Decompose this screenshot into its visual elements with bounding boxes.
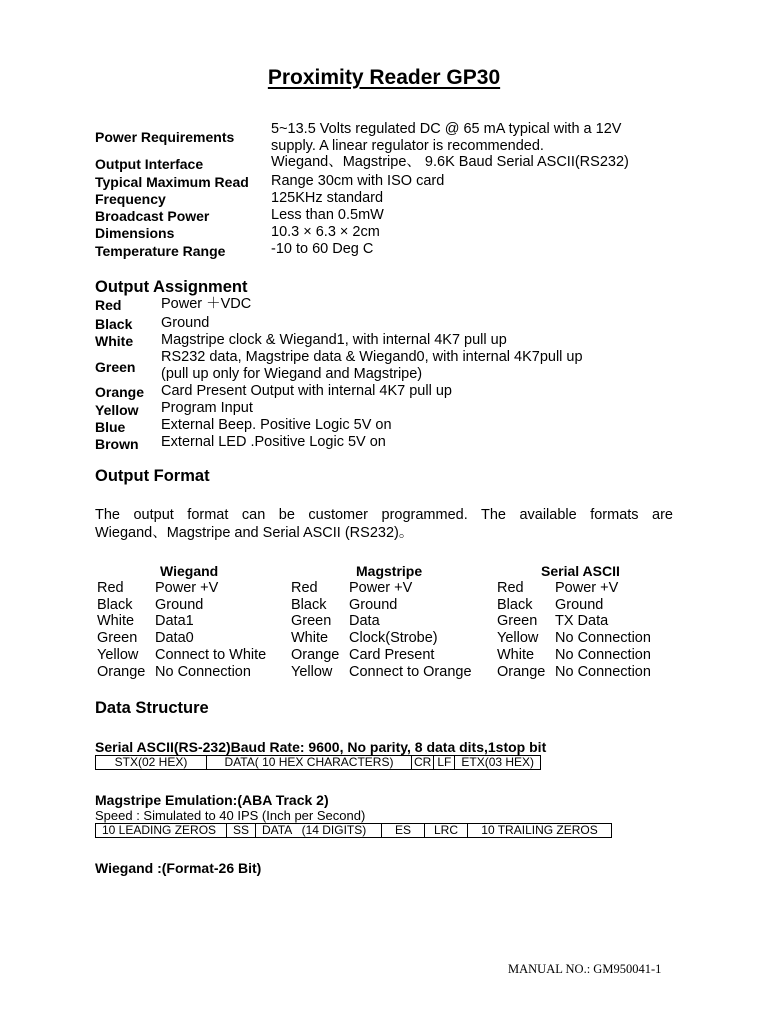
- format-cell: Red: [97, 580, 124, 596]
- format-cell: Red: [497, 580, 524, 596]
- format-cell: Yellow: [291, 664, 333, 680]
- format-cell: Black: [497, 597, 533, 613]
- wire-color: Yellow: [95, 402, 139, 418]
- wire-color: Red: [95, 297, 122, 313]
- wire-color: White: [95, 333, 134, 349]
- format-cell: Red: [291, 580, 318, 596]
- spec-value-output-interface: Wiegand、Magstripe、 9.6K Baud Serial ASCII(RS232): [271, 154, 629, 170]
- format-cell: Orange: [291, 647, 340, 663]
- format-cell: Data1: [155, 613, 194, 629]
- wire-description: Program Input: [161, 400, 253, 416]
- data-structure-heading: Data Structure: [95, 699, 209, 717]
- format-cell: Ground: [155, 597, 204, 613]
- wire-description: Magstripe clock & Wiegand1, with internal 4K7 pull up: [161, 332, 507, 348]
- format-cell: White: [97, 613, 135, 629]
- spec-label-read-range: Typical Maximum Read: [95, 174, 249, 190]
- spec-label-dimensions: Dimensions: [95, 225, 175, 241]
- frame-field: ETX(03 HEX): [455, 756, 541, 770]
- output-assignment-heading: Output Assignment: [95, 278, 248, 296]
- wire-description: External LED .Positive Logic 5V on: [161, 434, 386, 450]
- magstripe-speed-note: Speed : Simulated to 40 IPS (Inch per Second): [95, 808, 366, 823]
- spec-value-broadcast-power: Less than 0.5mW: [271, 207, 384, 223]
- wire-color: Green: [95, 359, 136, 375]
- format-cell: Orange: [497, 664, 546, 680]
- magstripe-format-heading: Magstripe Emulation:(ABA Track 2): [95, 792, 329, 808]
- wire-description: Card Present Output with internal 4K7 pull up: [161, 383, 452, 399]
- frame-field: 10 LEADING ZEROS: [96, 824, 227, 838]
- format-column-title: Serial ASCII: [541, 563, 620, 579]
- wire-description: Power ＋VDC: [161, 296, 252, 312]
- frame-field: LRC: [425, 824, 468, 838]
- wire-color: Black: [95, 316, 133, 332]
- format-column-title: Magstripe: [356, 563, 423, 579]
- wire-description: External Beep. Positive Logic 5V on: [161, 417, 392, 433]
- spec-value-power: 5~13.5 Volts regulated DC @ 65 mA typical with a 12V supply. A linear regulator is recommended.: [271, 121, 622, 154]
- spec-label-frequency: Frequency: [95, 191, 166, 207]
- format-cell: Card Present: [349, 647, 435, 663]
- format-cell: No Connection: [155, 664, 251, 680]
- frame-field: 10 TRAILING ZEROS: [468, 824, 612, 838]
- format-cell: Clock(Strobe): [349, 630, 438, 646]
- manual-number: MANUAL NO.: GM950041-1: [508, 962, 662, 976]
- spec-value-read-range: Range 30cm with ISO card: [271, 173, 445, 189]
- serial-frame: [95, 755, 541, 770]
- frame-field: LF: [434, 756, 455, 770]
- format-cell: Green: [97, 630, 138, 646]
- serial-format-heading: Serial ASCII(RS-232)Baud Rate: 9600, No parity, 8 data dits,1stop bit: [95, 739, 547, 755]
- spec-label-broadcast-power: Broadcast Power: [95, 208, 210, 224]
- wire-description: RS232 data, Magstripe data & Wiegand0, with internal 4K7pull up (pull up only for Wiegand and Magstripe): [161, 349, 583, 382]
- format-cell: No Connection: [555, 664, 651, 680]
- format-cell: Orange: [97, 664, 146, 680]
- wiegand-format-heading: Wiegand :(Format-26 Bit): [95, 860, 262, 876]
- format-cell: Connect to Orange: [349, 664, 472, 680]
- format-cell: No Connection: [555, 630, 651, 646]
- magstripe-frame: [95, 823, 612, 838]
- spec-label-power: Power Requirements: [95, 129, 235, 145]
- output-format-heading: Output Format: [95, 467, 210, 485]
- format-cell: Ground: [555, 597, 604, 613]
- frame-field: DATA (14 DIGITS): [256, 824, 382, 838]
- format-column-title: Wiegand: [160, 563, 219, 579]
- spec-value-temperature: -10 to 60 Deg C: [271, 241, 374, 257]
- format-cell: Power +V: [349, 580, 413, 596]
- format-cell: Green: [291, 613, 332, 629]
- format-cell: Data: [349, 613, 380, 629]
- format-cell: Yellow: [97, 647, 139, 663]
- format-cell: Power +V: [155, 580, 219, 596]
- format-cell: White: [497, 647, 535, 663]
- format-cell: Yellow: [497, 630, 539, 646]
- format-cell: Ground: [349, 597, 398, 613]
- wire-description: Ground: [161, 315, 210, 331]
- format-cell: No Connection: [555, 647, 651, 663]
- frame-field: STX(02 HEX): [96, 756, 207, 770]
- spec-label-temperature: Temperature Range: [95, 243, 226, 259]
- frame-field: CR: [412, 756, 434, 770]
- format-cell: Green: [497, 613, 538, 629]
- spec-value-dimensions: 10.3 × 6.3 × 2cm: [271, 224, 380, 240]
- format-cell: Data0: [155, 630, 194, 646]
- format-cell: Black: [97, 597, 133, 613]
- frame-field: SS: [227, 824, 256, 838]
- page-title: Proximity Reader GP30: [267, 66, 501, 89]
- wire-color: Blue: [95, 419, 126, 435]
- wire-color: Brown: [95, 436, 139, 452]
- spec-label-output-interface: Output Interface: [95, 156, 204, 172]
- output-format-paragraph: The output format can be customer programmed. The available formats are Wiegand、Magstripe and Serial ASCII (RS232)。: [95, 507, 673, 541]
- frame-field: ES: [382, 824, 425, 838]
- format-cell: Connect to White: [155, 647, 267, 663]
- wire-color: Orange: [95, 384, 145, 400]
- format-cell: Power +V: [555, 580, 619, 596]
- format-cell: Black: [291, 597, 327, 613]
- spec-value-frequency: 125KHz standard: [271, 190, 384, 206]
- frame-field: DATA( 10 HEX CHARACTERS): [207, 756, 412, 770]
- format-cell: TX Data: [555, 613, 609, 629]
- format-cell: White: [291, 630, 329, 646]
